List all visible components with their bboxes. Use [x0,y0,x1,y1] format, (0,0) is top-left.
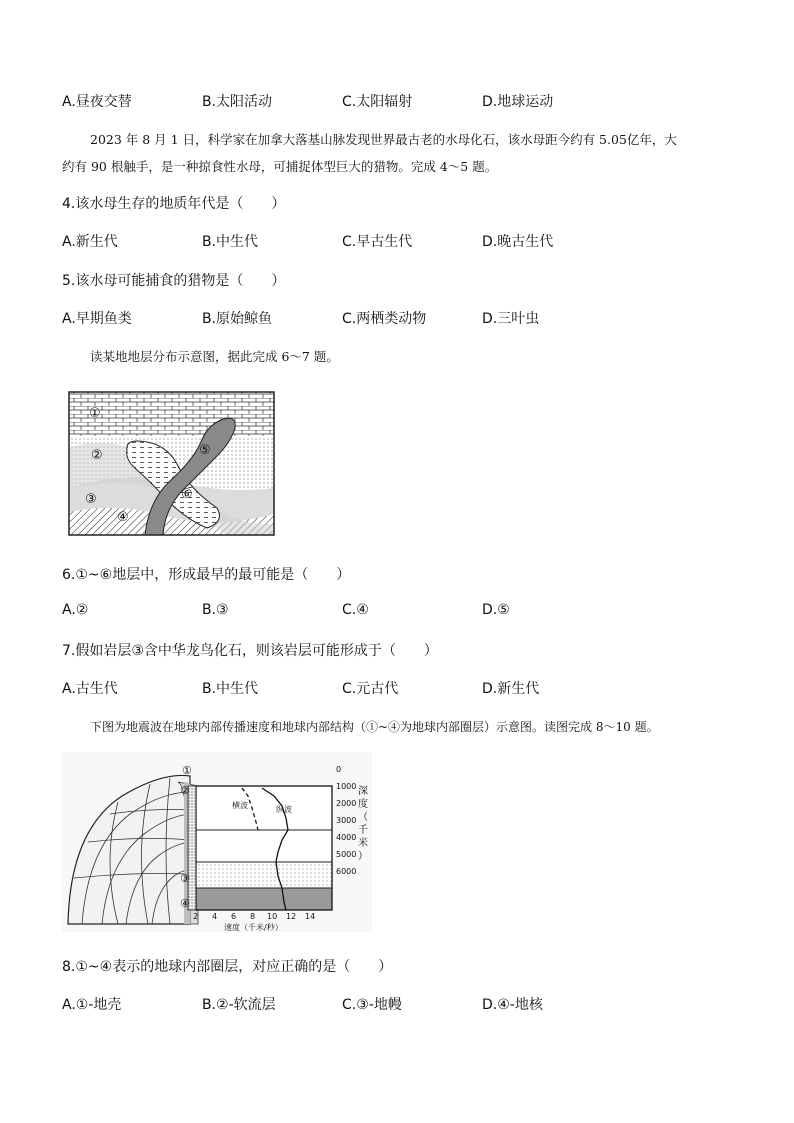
passage-strata: 读某地地层分布示意图，据此完成 6～7 题。 [90,349,339,364]
q6-option-b[interactable]: B.③ [202,602,229,618]
q5-options [62,308,742,330]
strata-label-4: ④ [117,510,129,525]
q5-option-a[interactable]: A.早期鱼类 [62,311,132,327]
passage-jellyfish-line2: 约有 90 根触手，是一种掠食性水母，可捕捉体型巨大的猎物。完成 4～5 题。 [62,159,498,174]
depth-title-2: 度 [358,799,368,810]
q6-option-a[interactable]: A.② [62,602,89,618]
passage-seismic: 下图为地震波在地球内部传播速度和地球内部结构（①~④为地球内部圈层）示意图。读图完成 8～10 题。 [90,720,659,734]
speed-tick-10: 10 [267,912,278,921]
compression-wave-label: 纵波 [276,805,292,814]
depth-tick-5000: 5000 [336,850,357,859]
strata-label-1: ① [89,406,101,421]
q3-option-d[interactable]: D.地球运动 [482,94,554,110]
q6-stem: 6.①~⑥地层中，形成最早的最可能是（ ） [62,567,351,583]
q6-options [62,602,742,624]
speed-tick-4: 4 [212,912,218,921]
depth-tick-2000: 2000 [336,799,357,808]
q8-options [62,994,742,1016]
speed-tick-6: 6 [231,912,237,921]
layer-label-1: ① [182,764,192,777]
strata-diagram [67,390,277,538]
q3-options [62,91,742,113]
q7-option-d[interactable]: D.新生代 [482,681,540,697]
depth-tick-4000: 4000 [336,833,357,842]
q4-option-d[interactable]: D.晚古生代 [482,234,554,250]
depth-tick-1000: 1000 [336,782,357,791]
q4-option-b[interactable]: B.中生代 [202,234,259,250]
strata-label-6: ⑥ [181,487,193,502]
q4-stem: 4.该水母生存的地质年代是（ ） [62,196,286,212]
q5-option-d[interactable]: D.三叶虫 [482,311,540,327]
q7-option-c[interactable]: C.元古代 [342,681,399,697]
depth-title-4: 千 [358,825,368,836]
shear-wave-label: 横波 [232,801,248,810]
seismic-diagram [62,752,372,932]
speed-tick-8: 8 [250,912,256,921]
q4-option-c[interactable]: C.早古生代 [342,234,413,250]
depth-title-6: ） [358,851,368,862]
q6-option-d[interactable]: D.⑤ [482,602,510,618]
strata-label-3: ③ [85,492,97,507]
passage-jellyfish-line1: 2023 年 8 月 1 日，科学家在加拿大落基山脉发现世界最古老的水母化石，该水母距今约有 5.05亿年，大 [90,132,677,147]
q5-option-c[interactable]: C.两栖类动物 [342,311,427,327]
speed-axis-title: 速度（千米/秒） [224,923,283,932]
q5-option-b[interactable]: B.原始鲸鱼 [202,311,273,327]
q5-stem: 5.该水母可能捕食的猎物是（ ） [62,273,286,289]
depth-title-3: （ [358,812,368,823]
depth-tick-0: 0 [336,765,342,774]
q8-stem: 8.①~④表示的地球内部圈层，对应正确的是（ ） [62,959,393,975]
q3-option-b[interactable]: B.太阳活动 [202,94,273,110]
depth-tick-3000: 3000 [336,816,357,825]
q6-option-c[interactable]: C.④ [342,602,369,618]
q7-option-a[interactable]: A.古生代 [62,681,118,697]
q8-option-b[interactable]: B.②-软流层 [202,997,276,1013]
q3-option-c[interactable]: C.太阳辐射 [342,94,413,110]
q8-option-a[interactable]: A.①-地壳 [62,997,122,1013]
q8-option-c[interactable]: C.③-地幔 [342,997,402,1013]
speed-tick-14: 14 [305,912,316,921]
q4-option-a[interactable]: A.新生代 [62,234,118,250]
speed-tick-12: 12 [286,912,297,921]
speed-tick-2: 2 [193,912,199,921]
depth-tick-6000: 6000 [336,867,357,876]
strata-label-2: ② [91,448,103,463]
q7-option-b[interactable]: B.中生代 [202,681,259,697]
depth-title-1: 深 [358,786,368,797]
layer-label-4: ④ [180,897,190,910]
q7-options [62,678,742,700]
layer-label-3: ③ [180,872,190,885]
depth-title-5: 米 [358,838,368,849]
layer-label-2: ② [180,784,190,797]
q8-option-d[interactable]: D.④-地核 [482,997,543,1013]
q3-option-a[interactable]: A.昼夜交替 [62,94,132,110]
strata-label-5: ⑤ [199,443,211,458]
q4-options [62,231,742,253]
q7-stem: 7.假如岩层③含中华龙鸟化石，则该岩层可能形成于（ ） [62,643,438,659]
